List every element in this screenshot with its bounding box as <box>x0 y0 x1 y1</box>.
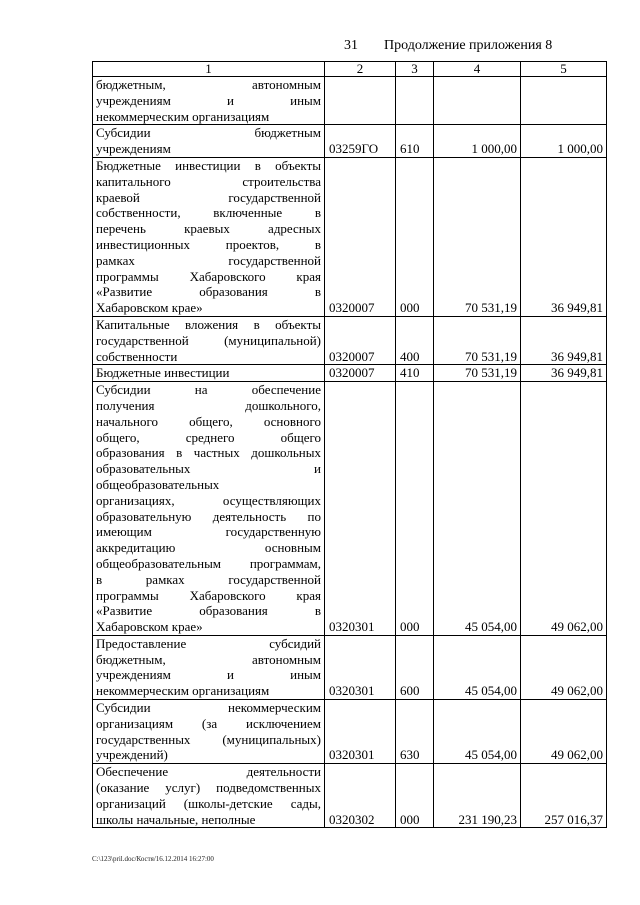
amount-year-1 <box>434 77 521 125</box>
description-line: образования в частных дошкольных <box>96 445 321 461</box>
description-line: «Развитие образования в <box>96 603 321 619</box>
column-header: 2 <box>325 62 396 77</box>
amount-year-1: 70 531,19 <box>434 157 521 316</box>
description-line: Предоставление субсидий <box>96 635 321 651</box>
expense-type: 600 <box>396 635 434 699</box>
amount-year-2: 49 062,00 <box>521 635 607 699</box>
row-description <box>93 125 325 158</box>
description-line: образовательную деятельность по <box>96 508 321 524</box>
table-row <box>93 316 607 364</box>
expense-type: 000 <box>396 382 434 636</box>
description-line: Бюджетные инвестиции <box>96 365 230 381</box>
amount-year-2: 257 016,37 <box>521 764 607 828</box>
row-description <box>93 365 325 382</box>
column-header: 3 <box>396 62 434 77</box>
description-line: организаций (школы-детские сады, <box>96 795 321 811</box>
row-description <box>93 77 325 125</box>
amount-year-1: 70 531,19 <box>434 365 521 382</box>
target-code: 0320301 <box>325 635 396 699</box>
amount-year-1: 70 531,19 <box>434 316 521 364</box>
amount-year-2: 1 000,00 <box>521 125 607 158</box>
description-line: инвестиционных проектов, в <box>96 236 321 252</box>
description-line: получения дошкольного, <box>96 397 321 413</box>
description-line: Обеспечение деятельности <box>96 764 321 780</box>
description-line: (оказание услуг) подведомственных <box>96 780 321 796</box>
continuation-title: Продолжение приложения 8 <box>384 38 553 53</box>
description-line: «Развитие образования в <box>96 284 321 300</box>
row-description <box>93 382 325 636</box>
target-code <box>325 77 396 125</box>
page-header <box>0 38 640 58</box>
expense-type: 000 <box>396 157 434 316</box>
description-line: собственности <box>96 348 178 364</box>
expense-type: 630 <box>396 700 434 764</box>
row-description <box>93 157 325 316</box>
description-line: общего, среднего общего <box>96 429 321 445</box>
target-code: 0320007 <box>325 365 396 382</box>
budget-table <box>92 61 607 828</box>
expense-type: 000 <box>396 764 434 828</box>
description-line: рамках государственной <box>96 252 321 268</box>
description-line: учреждениям и иным <box>96 92 321 108</box>
expense-type <box>396 77 434 125</box>
table-row <box>93 382 607 636</box>
amount-year-2: 36 949,81 <box>521 157 607 316</box>
description-line: учреждениям и иным <box>96 667 321 683</box>
table-row <box>93 157 607 316</box>
target-code: 0320007 <box>325 157 396 316</box>
description-line: аккредитацию основным <box>96 540 321 556</box>
column-header: 1 <box>93 62 325 77</box>
description-line: Хабаровском крае» <box>96 619 203 635</box>
table-header-row <box>93 62 607 77</box>
table-row <box>93 125 607 158</box>
description-line: Капитальные вложения в объекты <box>96 316 321 332</box>
description-line: бюджетным, автономным <box>96 77 321 92</box>
expense-type: 400 <box>396 316 434 364</box>
description-line: Субсидии бюджетным <box>96 125 321 141</box>
amount-year-2: 49 062,00 <box>521 382 607 636</box>
description-line: Субсидии некоммерческим <box>96 700 321 716</box>
description-line: бюджетным, автономным <box>96 651 321 667</box>
description-line: государственной (муниципальной) <box>96 332 321 348</box>
expense-type: 610 <box>396 125 434 158</box>
description-line: программы Хабаровского края <box>96 587 321 603</box>
amount-year-2: 36 949,81 <box>521 365 607 382</box>
description-line: краевой государственной <box>96 189 321 205</box>
target-code: 0320301 <box>325 382 396 636</box>
description-line: программы Хабаровского края <box>96 268 321 284</box>
amount-year-2: 49 062,00 <box>521 700 607 764</box>
description-line: Субсидии на обеспечение <box>96 382 321 398</box>
amount-year-2 <box>521 77 607 125</box>
description-line: общеобразовательным программам, <box>96 555 321 571</box>
description-line: образовательных и <box>96 461 321 477</box>
amount-year-1: 231 190,23 <box>434 764 521 828</box>
description-line: начального общего, основного <box>96 413 321 429</box>
table-row <box>93 77 607 125</box>
row-description <box>93 635 325 699</box>
description-line: учреждений) <box>96 747 168 763</box>
description-line: организациям (за исключением <box>96 715 321 731</box>
description-line: собственности, включенные в <box>96 205 321 221</box>
table-row <box>93 764 607 828</box>
description-line: Хабаровском крае» <box>96 300 203 316</box>
description-line: некоммерческим организациям <box>96 683 270 699</box>
description-line: организациях, осуществляющих <box>96 492 321 508</box>
description-line: Бюджетные инвестиции в объекты <box>96 157 321 173</box>
table-row <box>93 635 607 699</box>
amount-year-1: 1 000,00 <box>434 125 521 158</box>
target-code: 0320302 <box>325 764 396 828</box>
description-line: перечень краевых адресных <box>96 221 321 237</box>
expense-type: 410 <box>396 365 434 382</box>
file-path-footer: C:\123\pril.doc/Костя/16.12.2014 16:27:00 <box>92 855 214 863</box>
column-header: 5 <box>521 62 607 77</box>
amount-year-1: 45 054,00 <box>434 635 521 699</box>
description-line: государственных (муниципальных) <box>96 731 321 747</box>
description-line: школы начальные, неполные <box>96 811 256 827</box>
target-code: 0320301 <box>325 700 396 764</box>
description-line: некоммерческим организациям <box>96 108 270 124</box>
table-body <box>93 77 607 828</box>
description-line: в рамках государственной <box>96 571 321 587</box>
amount-year-1: 45 054,00 <box>434 700 521 764</box>
row-description <box>93 700 325 764</box>
page-number: 31 <box>344 38 358 53</box>
column-header: 4 <box>434 62 521 77</box>
description-line: имеющим государственную <box>96 524 321 540</box>
amount-year-1: 45 054,00 <box>434 382 521 636</box>
target-code: 0320007 <box>325 316 396 364</box>
description-line: учреждениям <box>96 141 171 157</box>
row-description <box>93 764 325 828</box>
table-row <box>93 365 607 382</box>
row-description <box>93 316 325 364</box>
target-code: 03259ГО <box>325 125 396 158</box>
description-line: общеобразовательных <box>96 476 220 492</box>
amount-year-2: 36 949,81 <box>521 316 607 364</box>
table-row <box>93 700 607 764</box>
description-line: капитального строительства <box>96 173 321 189</box>
